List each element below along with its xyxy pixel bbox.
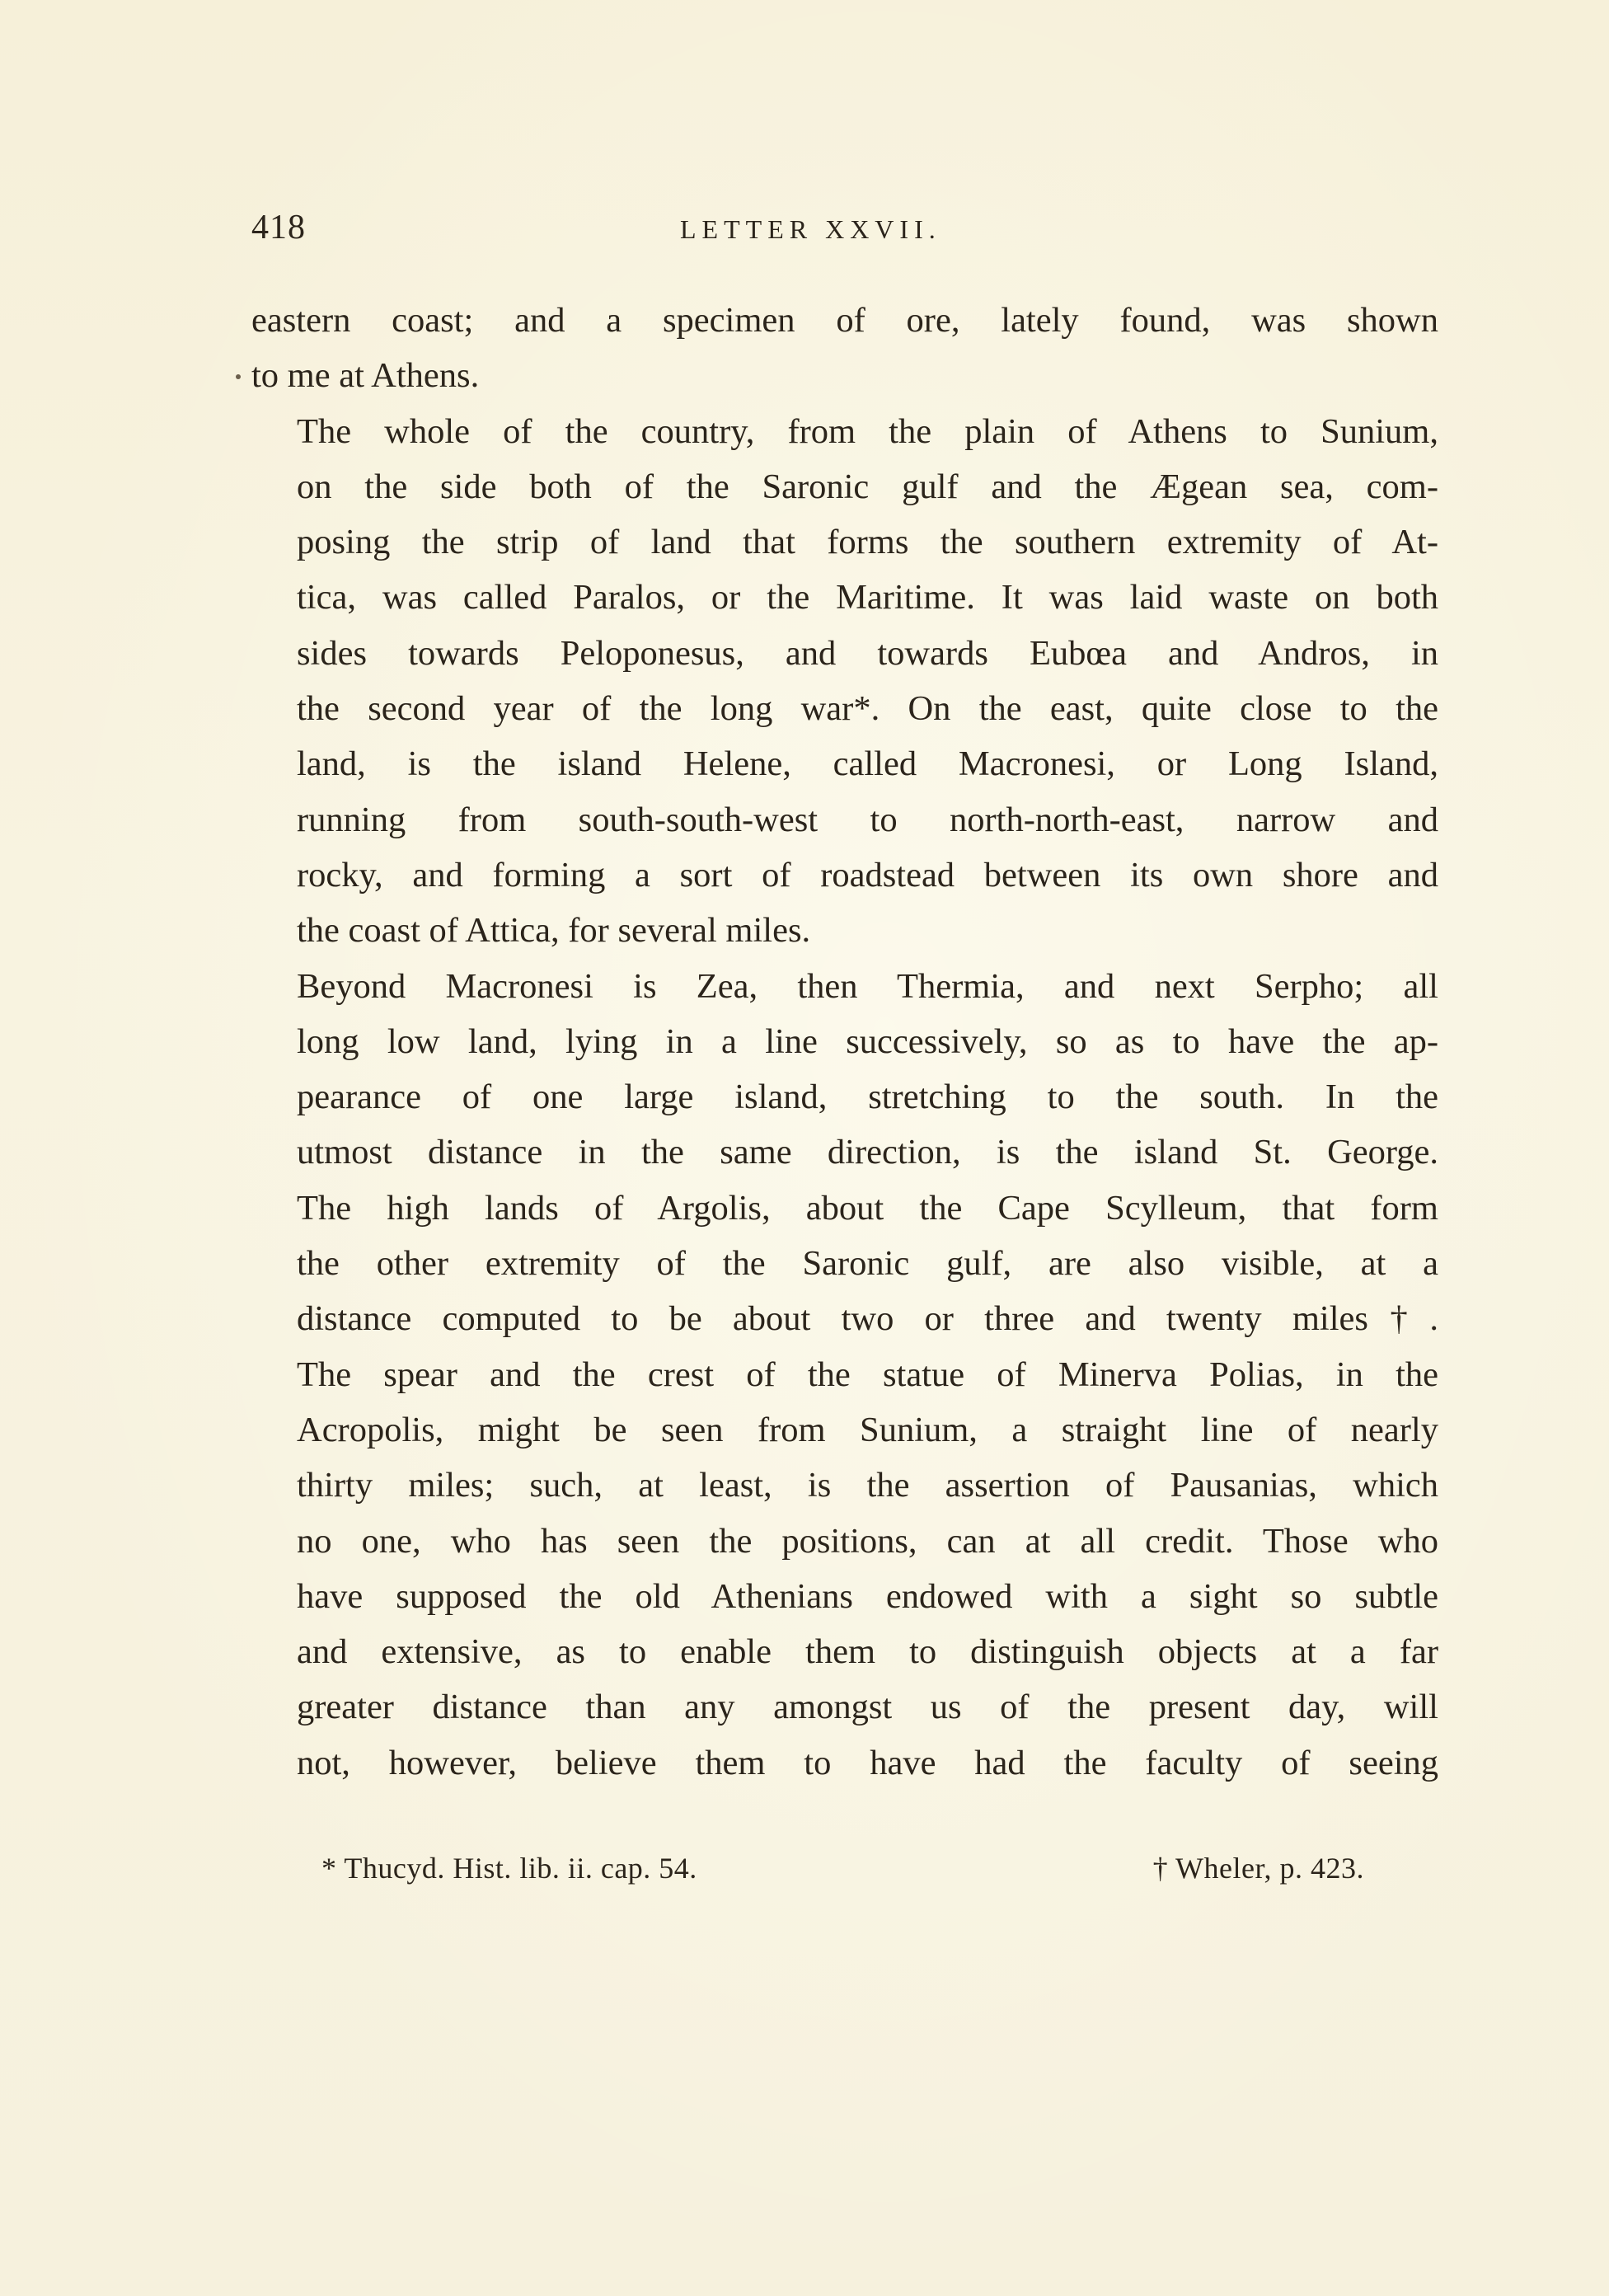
text-line: have supposed the old Athenians endowed with a sight so subtle bbox=[297, 1576, 1438, 1616]
running-head-title: LETTER XXVII. bbox=[680, 214, 941, 244]
paragraph-1 bbox=[251, 293, 1438, 404]
margin-speck bbox=[236, 374, 241, 379]
text-line: rocky, and forming a sort of roadstead between its own shore and bbox=[297, 855, 1438, 894]
text-line: distance computed to be about two or three and twenty miles†. bbox=[297, 1299, 1438, 1339]
paragraph-2 bbox=[251, 404, 1438, 959]
text-line: on the side both of the Saronic gulf and the Ægean sea, com- bbox=[297, 467, 1438, 506]
text-line: the second year of the long war*. On the east, quite close to the bbox=[297, 689, 1438, 729]
text-line: not, however, believe them to have had the faculty of seeing bbox=[297, 1743, 1438, 1782]
footnotes bbox=[251, 1851, 1438, 1900]
text-line: The whole of the country, from the plain of Athens to Sunium, bbox=[297, 411, 1438, 451]
text-line: The high lands of Argolis, about the Cape Scylleum, that form bbox=[297, 1188, 1438, 1228]
text-line: tica, was called Paralos, or the Maritime. It was laid waste on both bbox=[297, 578, 1438, 617]
text-line: and extensive, as to enable them to distinguish objects at a far bbox=[297, 1632, 1438, 1672]
running-head bbox=[251, 208, 1438, 257]
text-line: to me at Athens. bbox=[251, 356, 480, 396]
text-line: eastern coast; and a specimen of ore, lately found, was shown bbox=[251, 301, 1438, 340]
body-text bbox=[251, 293, 1438, 1791]
text-line: pearance of one large island, stretching to the south. In the bbox=[297, 1078, 1438, 1117]
text-line: no one, who has seen the positions, can at all credit. Those who bbox=[297, 1521, 1438, 1561]
text-line: land, is the island Helene, called Macronesi, or Long Island, bbox=[297, 744, 1438, 784]
text-line: the other extremity of the Saronic gulf, are also visible, at a bbox=[297, 1244, 1438, 1284]
text-line: running from south-south-west to north-north-east, narrow and bbox=[297, 800, 1438, 839]
text-line: posing the strip of land that forms the southern extremity of At- bbox=[297, 523, 1438, 562]
text-line: utmost distance in the same direction, is the island St. George. bbox=[297, 1133, 1438, 1172]
text-line: greater distance than any amongst us of the present day, will bbox=[297, 1688, 1438, 1727]
text-line: the coast of Attica, for several miles. bbox=[297, 911, 811, 951]
text-line: long low land, lying in a line successively, so as to have the ap- bbox=[297, 1021, 1438, 1061]
page-number: 418 bbox=[251, 209, 306, 247]
text-line: Beyond Macronesi is Zea, then Thermia, and next Serpho; all bbox=[297, 966, 1438, 1006]
paragraph-3 bbox=[251, 959, 1438, 1791]
text-line: Acropolis, might be seen from Sunium, a straight line of nearly bbox=[297, 1410, 1438, 1449]
footnote-thucydides: * Thucyd. Hist. lib. ii. cap. 54. bbox=[321, 1852, 697, 1885]
footnote-wheler: † Wheler, p. 423. bbox=[1152, 1852, 1364, 1885]
text-line: thirty miles; such, at least, is the assertion of Pausanias, which bbox=[297, 1466, 1438, 1505]
text-line: The spear and the crest of the statue of Minerva Polias, in the bbox=[297, 1355, 1438, 1394]
text-line: sides towards Peloponesus, and towards Eubœa and Andros, in bbox=[297, 633, 1438, 673]
